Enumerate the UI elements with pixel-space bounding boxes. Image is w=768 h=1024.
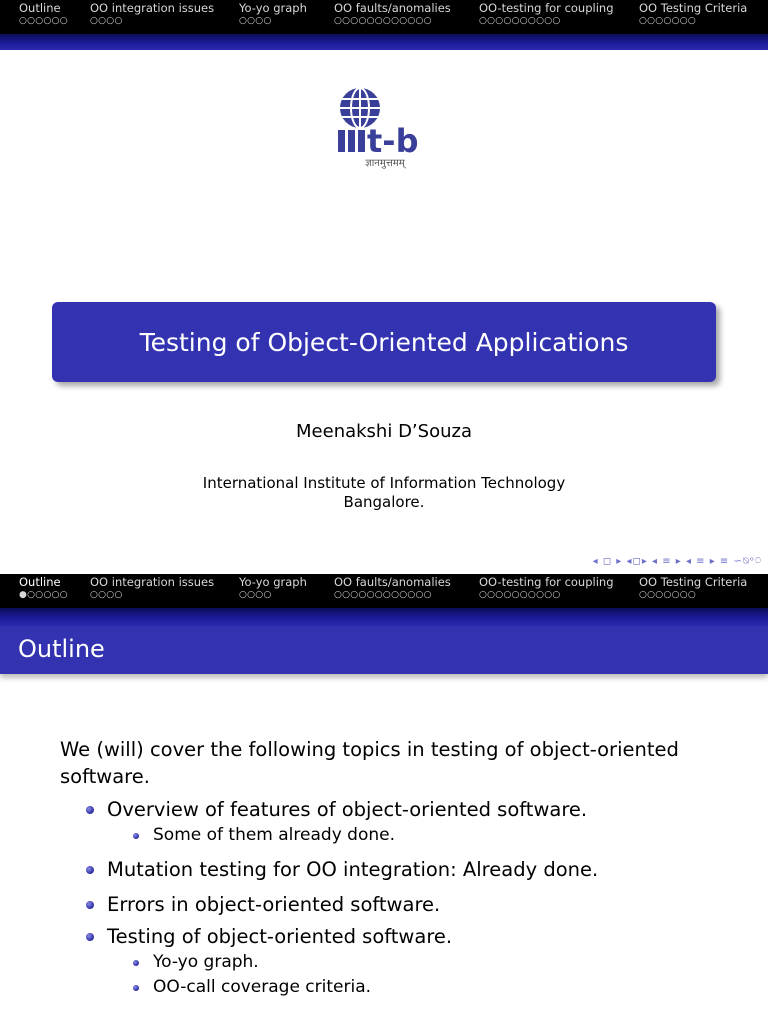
nav-section-title: OO Testing Criteria (639, 575, 748, 589)
list-item (60, 892, 740, 918)
sub-list-item (60, 975, 740, 1000)
nav-section-dots[interactable]: ●○○○○○ (19, 590, 68, 600)
list-item (60, 857, 740, 883)
bullet-icon (86, 933, 94, 941)
title-box (52, 302, 716, 382)
nav-section-dots[interactable]: ○○○○○○○○○○ (479, 16, 561, 26)
nav-section-outline[interactable] (19, 575, 68, 602)
author-name: Meenakshi D’Souza (296, 421, 472, 442)
nav-section-dots[interactable]: ○○○○ (90, 590, 123, 600)
bullet-icon (86, 901, 94, 909)
list-item-text: Errors in object-oriented software. (107, 893, 441, 916)
nav-section-title: Yo-yo graph (239, 575, 307, 589)
sub-list-item-text: OO-call coverage criteria. (153, 977, 372, 997)
frame-title-bar (0, 626, 768, 674)
bullet-icon (86, 806, 94, 814)
nav-section-yoyo[interactable] (239, 575, 307, 602)
nav-section-oo-integration[interactable] (90, 575, 214, 602)
list-item (60, 797, 740, 823)
beamer-navigation-symbols[interactable]: ◂ ◻ ▸ ◂◻▸ ◂ ≡ ▸ ◂ ≡ ▸ ≡ ∽⍉ᵒ⍥ (592, 556, 762, 567)
nav-section-oo-criteria[interactable] (639, 1, 747, 28)
nav-section-oo-coupling[interactable] (479, 575, 614, 602)
nav-section-title: Yo-yo graph (239, 1, 307, 15)
nav-section-dots[interactable]: ○○○○○○○○○○○○ (334, 590, 432, 600)
nav-section-title: OO integration issues (90, 1, 215, 15)
nav-section-dots[interactable]: ○○○○○○○ (639, 590, 697, 600)
nav-section-dots[interactable]: ○○○○ (239, 16, 272, 26)
sub-list-item (60, 950, 740, 975)
nav-section-title: Outline (19, 575, 61, 589)
nav-section-title: Outline (19, 1, 61, 15)
nav-section-title: OO-testing for coupling (479, 1, 614, 15)
nav-section-title: OO Testing Criteria (639, 1, 748, 15)
sub-list-item-text: Some of them already done. (153, 825, 395, 845)
bullet-icon (133, 960, 139, 966)
section-navbar (0, 574, 768, 608)
presentation-title: Testing of Object-Oriented Applications (139, 327, 629, 357)
nav-section-dots[interactable]: ○○○○ (239, 590, 272, 600)
nav-section-yoyo[interactable] (239, 1, 307, 28)
institute-name: International Institute of Information Technology (202, 474, 566, 492)
nav-gradient-strip (0, 34, 768, 50)
iiitb-logo (332, 86, 438, 170)
nav-section-oo-faults[interactable] (334, 575, 451, 602)
nav-section-oo-coupling[interactable] (479, 1, 614, 28)
outline-slide (0, 574, 768, 1024)
svg-text:t-b: t-b (367, 122, 419, 160)
nav-section-oo-faults[interactable] (334, 1, 451, 28)
bullet-icon (133, 833, 139, 839)
nav-section-title: OO faults/anomalies (334, 575, 451, 589)
nav-gradient-strip (0, 608, 768, 626)
bullet-icon (86, 866, 94, 874)
logo-motto: ज्ञानमुत्तमम् (365, 158, 405, 169)
nav-section-title: OO faults/anomalies (334, 1, 451, 15)
outline-content (60, 736, 740, 1000)
list-item-text: Testing of object-oriented software. (107, 925, 453, 948)
nav-section-dots[interactable]: ○○○○○○○○○○○○ (334, 16, 432, 26)
nav-section-dots[interactable]: ○○○○○○○○○○ (479, 590, 561, 600)
bullet-icon (133, 985, 139, 991)
frame-title: Outline (18, 635, 105, 663)
intro-text: We (will) cover the following topics in testing of object-oriented software. (60, 738, 679, 788)
section-navbar (0, 0, 768, 34)
nav-section-title: OO integration issues (90, 575, 215, 589)
list-item-text: Overview of features of object-oriented software. (107, 798, 588, 821)
nav-section-oo-criteria[interactable] (639, 575, 747, 602)
nav-section-outline[interactable] (19, 1, 68, 28)
nav-section-dots[interactable]: ○○○○○○○ (639, 16, 697, 26)
institute (0, 474, 768, 512)
institute-city: Bangalore. (343, 493, 425, 511)
sub-list-item (60, 823, 740, 848)
list-item (60, 924, 740, 950)
nav-section-title: OO-testing for coupling (479, 575, 614, 589)
nav-section-dots[interactable]: ○○○○○○ (19, 16, 68, 26)
nav-section-dots[interactable]: ○○○○ (90, 16, 123, 26)
nav-section-oo-integration[interactable] (90, 1, 214, 28)
list-item-text: Mutation testing for OO integration: Already done. (107, 858, 599, 881)
sub-list-item-text: Yo-yo graph. (153, 952, 259, 972)
